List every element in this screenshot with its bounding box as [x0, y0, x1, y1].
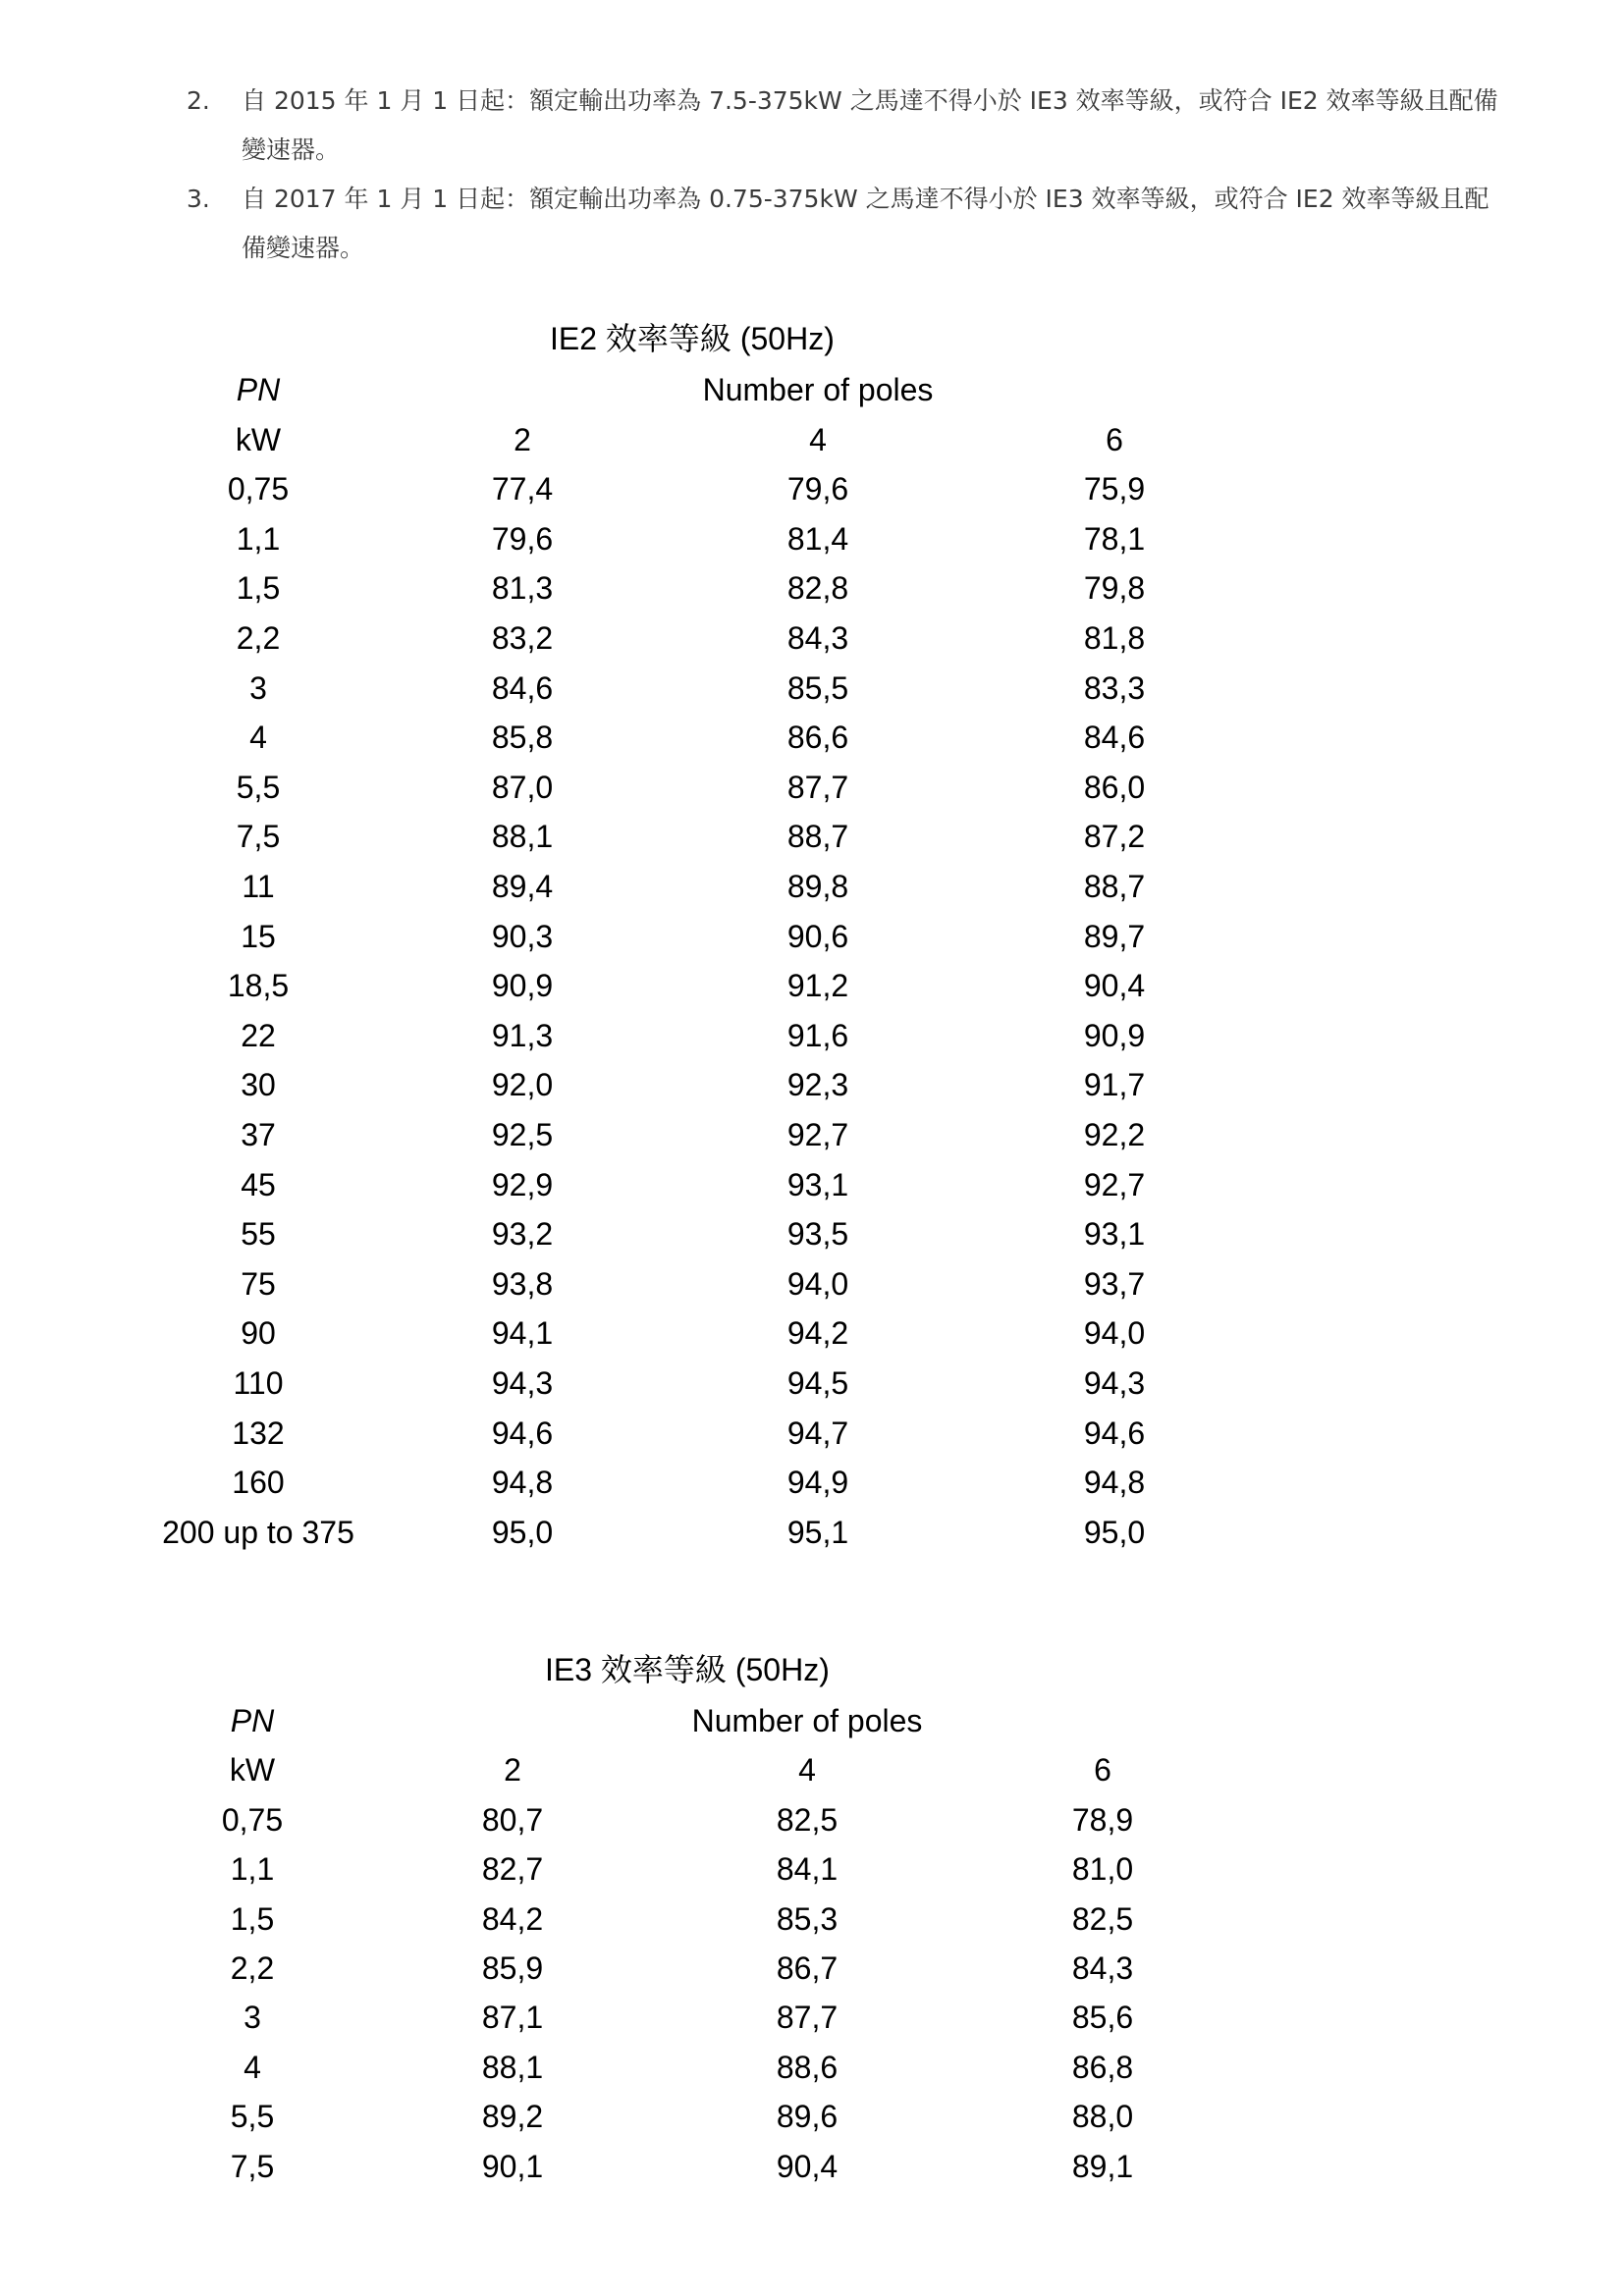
table-row: [0, 1308, 1624, 1358]
efficiency-4-pole-cell: 82,8: [786, 570, 849, 607]
note-number: 3.: [187, 185, 210, 213]
unit-label: kW: [235, 421, 282, 457]
efficiency-2-pole-cell: 85,8: [491, 720, 554, 756]
efficiency-6-pole-cell: 81,0: [1071, 1851, 1134, 1888]
efficiency-6-pole-cell: 89,7: [1083, 918, 1146, 954]
efficiency-2-pole-cell: 89,4: [491, 869, 554, 904]
power-cell: 3: [249, 669, 267, 706]
power-cell: 0,75: [227, 471, 290, 507]
efficiency-6-pole-cell: 88,0: [1071, 2099, 1134, 2135]
title-class: IE2: [550, 321, 598, 356]
power-cell: 160: [232, 1465, 285, 1501]
efficiency-6-pole-cell: 92,7: [1083, 1166, 1146, 1202]
efficiency-4-pole-cell: 85,3: [776, 1900, 839, 1937]
efficiency-2-pole-cell: 79,6: [491, 520, 554, 557]
efficiency-4-pole-cell: 87,7: [776, 2000, 839, 2036]
note-item: [187, 77, 1512, 175]
efficiency-4-pole-cell: 94,7: [786, 1415, 849, 1451]
efficiency-6-pole-cell: 86,8: [1071, 2049, 1134, 2085]
power-cell: 200 up to 375: [162, 1514, 354, 1550]
efficiency-4-pole-cell: 81,4: [786, 520, 849, 557]
efficiency-2-pole-cell: 93,2: [491, 1216, 554, 1253]
efficiency-6-pole-cell: 75,9: [1083, 471, 1146, 507]
power-cell: 90: [241, 1315, 276, 1352]
efficiency-6-pole-cell: 92,2: [1083, 1117, 1146, 1152]
table-row: [0, 1458, 1624, 1507]
efficiency-2-pole-cell: 90,3: [491, 918, 554, 954]
efficiency-2-pole-cell: 89,2: [481, 2099, 544, 2135]
note-number: 2.: [187, 86, 210, 115]
poles-label: Number of poles: [691, 1703, 923, 1738]
efficiency-6-pole-cell: 78,9: [1071, 1801, 1134, 1838]
efficiency-4-pole-cell: 88,7: [786, 819, 849, 855]
title-class: IE3: [545, 1652, 593, 1687]
efficiency-2-pole-cell: 94,6: [491, 1415, 554, 1451]
power-cell: 37: [241, 1117, 276, 1152]
note-text: 自 2017 年 1 月 1 日起：額定輸出功率為 0.75-375kW 之馬達不得小於 IE3 效率等級，或符合 IE2 效率等級且配備變速器。: [242, 185, 1489, 262]
efficiency-2-pole-cell: 93,8: [491, 1265, 554, 1302]
efficiency-6-pole-cell: 81,8: [1083, 620, 1146, 656]
efficiency-2-pole-cell: 92,9: [491, 1166, 554, 1202]
efficiency-6-pole-cell: 91,7: [1083, 1067, 1146, 1103]
pn-label: PN: [236, 372, 281, 407]
note-item: [187, 175, 1512, 273]
header-row: [0, 1696, 1624, 1745]
efficiency-6-pole-cell: 84,6: [1083, 720, 1146, 756]
efficiency-6-pole-cell: 94,0: [1083, 1315, 1146, 1352]
power-cell: 0,75: [221, 1801, 284, 1838]
power-cell: 30: [241, 1067, 276, 1103]
table-row: [0, 1011, 1624, 1060]
power-cell: 1,1: [230, 1851, 275, 1888]
efficiency-6-pole-cell: 89,1: [1071, 2148, 1134, 2184]
power-cell: 18,5: [227, 968, 290, 1004]
table-row: [0, 464, 1624, 513]
table-row: [0, 1895, 1624, 1944]
efficiency-4-pole-cell: 91,2: [786, 968, 849, 1004]
column-header-row: [0, 415, 1624, 464]
pn-label: PN: [230, 1703, 275, 1738]
power-cell: 7,5: [236, 819, 281, 855]
table-row: [0, 763, 1624, 812]
power-cell: 1,5: [230, 1900, 275, 1937]
efficiency-6-pole-cell: 94,8: [1083, 1465, 1146, 1501]
efficiency-4-pole-cell: 89,8: [786, 869, 849, 904]
efficiency-2-pole-cell: 94,8: [491, 1465, 554, 1501]
title-frequency: (50Hz): [734, 1652, 830, 1687]
unit-label: kW: [229, 1752, 276, 1789]
efficiency-2-pole-cell: 95,0: [491, 1514, 554, 1550]
efficiency-2-pole-cell: 77,4: [491, 471, 554, 507]
title-chinese: 效率等級: [600, 1651, 727, 1688]
table-row: [0, 713, 1624, 762]
table-row: [0, 862, 1624, 911]
efficiency-4-pole-cell: 94,5: [786, 1365, 849, 1401]
table-row: [0, 2092, 1624, 2141]
power-cell: 2,2: [236, 620, 281, 656]
efficiency-6-pole-cell: 87,2: [1083, 819, 1146, 855]
table-row: [0, 2043, 1624, 2092]
efficiency-6-pole-cell: 93,7: [1083, 1265, 1146, 1302]
efficiency-4-pole-cell: 95,1: [786, 1514, 849, 1550]
table-row: [0, 2142, 1624, 2191]
efficiency-6-pole-cell: 95,0: [1083, 1514, 1146, 1550]
efficiency-2-pole-cell: 90,1: [481, 2148, 544, 2184]
efficiency-6-pole-cell: 93,1: [1083, 1216, 1146, 1253]
table-row: [0, 1944, 1624, 1993]
efficiency-2-pole-cell: 90,9: [491, 968, 554, 1004]
table-row: [0, 1160, 1624, 1209]
efficiency-2-pole-cell: 84,2: [481, 1900, 544, 1937]
efficiency-4-pole-cell: 88,6: [776, 2049, 839, 2085]
power-cell: 2,2: [230, 1950, 275, 1986]
regulation-notes: [187, 77, 1512, 273]
table-row: [0, 1110, 1624, 1159]
power-cell: 1,5: [236, 570, 281, 607]
power-cell: 3: [244, 2000, 261, 2036]
efficiency-2-pole-cell: 91,3: [491, 1017, 554, 1053]
table-row: [0, 614, 1624, 663]
power-cell: 5,5: [230, 2099, 275, 2135]
pole-header-2: 2: [504, 1752, 521, 1789]
efficiency-2-pole-cell: 94,1: [491, 1315, 554, 1352]
efficiency-2-pole-cell: 94,3: [491, 1365, 554, 1401]
table-row: [0, 664, 1624, 713]
efficiency-6-pole-cell: 90,4: [1083, 968, 1146, 1004]
efficiency-4-pole-cell: 89,6: [776, 2099, 839, 2135]
efficiency-4-pole-cell: 82,5: [776, 1801, 839, 1838]
efficiency-4-pole-cell: 94,9: [786, 1465, 849, 1501]
table-title: [550, 314, 835, 359]
efficiency-4-pole-cell: 86,7: [776, 1950, 839, 1986]
pole-header-6: 6: [1106, 421, 1123, 457]
efficiency-4-pole-cell: 84,1: [776, 1851, 839, 1888]
table-row: [0, 812, 1624, 861]
power-cell: 75: [241, 1265, 276, 1302]
efficiency-4-pole-cell: 90,4: [776, 2148, 839, 2184]
efficiency-4-pole-cell: 92,3: [786, 1067, 849, 1103]
power-cell: 45: [241, 1166, 276, 1202]
power-cell: 22: [241, 1017, 276, 1053]
table-row: [0, 961, 1624, 1010]
table-row: [0, 1844, 1624, 1894]
efficiency-4-pole-cell: 94,2: [786, 1315, 849, 1352]
efficiency-2-pole-cell: 81,3: [491, 570, 554, 607]
efficiency-6-pole-cell: 90,9: [1083, 1017, 1146, 1053]
table-row: [0, 1795, 1624, 1844]
efficiency-6-pole-cell: 94,6: [1083, 1415, 1146, 1451]
efficiency-6-pole-cell: 86,0: [1083, 769, 1146, 805]
efficiency-4-pole-cell: 90,6: [786, 918, 849, 954]
efficiency-6-pole-cell: 79,8: [1083, 570, 1146, 607]
pole-header-2: 2: [514, 421, 531, 457]
efficiency-6-pole-cell: 82,5: [1071, 1900, 1134, 1937]
efficiency-2-pole-cell: 85,9: [481, 1950, 544, 1986]
efficiency-2-pole-cell: 92,0: [491, 1067, 554, 1103]
power-cell: 4: [244, 2049, 261, 2085]
power-cell: 110: [233, 1365, 284, 1401]
table-row: [0, 1209, 1624, 1258]
efficiency-2-pole-cell: 83,2: [491, 620, 554, 656]
efficiency-4-pole-cell: 85,5: [786, 669, 849, 706]
table-row: [0, 1060, 1624, 1109]
power-cell: 15: [241, 918, 276, 954]
efficiency-4-pole-cell: 93,5: [786, 1216, 849, 1253]
efficiency-6-pole-cell: 85,6: [1071, 2000, 1134, 2036]
efficiency-2-pole-cell: 82,7: [481, 1851, 544, 1888]
efficiency-4-pole-cell: 92,7: [786, 1117, 849, 1152]
table-title: [545, 1645, 830, 1690]
table-row: [0, 563, 1624, 613]
efficiency-4-pole-cell: 91,6: [786, 1017, 849, 1053]
efficiency-2-pole-cell: 92,5: [491, 1117, 554, 1152]
table-row: [0, 1508, 1624, 1557]
power-cell: 7,5: [230, 2148, 275, 2184]
power-cell: 1,1: [236, 520, 281, 557]
efficiency-6-pole-cell: 78,1: [1083, 520, 1146, 557]
table-row: [0, 514, 1624, 563]
efficiency-2-pole-cell: 88,1: [491, 819, 554, 855]
power-cell: 132: [232, 1415, 285, 1451]
efficiency-2-pole-cell: 88,1: [481, 2049, 544, 2085]
title-chinese: 效率等級: [605, 320, 731, 357]
power-cell: 55: [241, 1216, 276, 1253]
note-text: 自 2015 年 1 月 1 日起：額定輸出功率為 7.5-375kW 之馬達不得小於 IE3 效率等級，或符合 IE2 效率等級且配備變速器。: [242, 86, 1498, 164]
table-row: [0, 912, 1624, 961]
power-cell: 11: [242, 869, 275, 904]
pole-header-4: 4: [809, 421, 827, 457]
header-row: [0, 365, 1624, 414]
efficiency-6-pole-cell: 83,3: [1083, 669, 1146, 706]
efficiency-4-pole-cell: 79,6: [786, 471, 849, 507]
efficiency-4-pole-cell: 93,1: [786, 1166, 849, 1202]
pole-header-6: 6: [1094, 1752, 1111, 1789]
efficiency-6-pole-cell: 94,3: [1083, 1365, 1146, 1401]
efficiency-6-pole-cell: 88,7: [1083, 869, 1146, 904]
table-row: [0, 1993, 1624, 2042]
poles-label: Number of poles: [702, 372, 934, 407]
efficiency-4-pole-cell: 86,6: [786, 720, 849, 756]
power-cell: 4: [249, 720, 267, 756]
power-cell: 5,5: [236, 769, 281, 805]
efficiency-4-pole-cell: 84,3: [786, 620, 849, 656]
efficiency-4-pole-cell: 87,7: [786, 769, 849, 805]
efficiency-2-pole-cell: 84,6: [491, 669, 554, 706]
table-row: [0, 1259, 1624, 1308]
efficiency-2-pole-cell: 87,1: [481, 2000, 544, 2036]
efficiency-2-pole-cell: 87,0: [491, 769, 554, 805]
table-row: [0, 1359, 1624, 1408]
efficiency-4-pole-cell: 94,0: [786, 1265, 849, 1302]
title-frequency: (50Hz): [739, 321, 835, 356]
table-row: [0, 1409, 1624, 1458]
pole-header-4: 4: [798, 1752, 816, 1789]
efficiency-2-pole-cell: 80,7: [481, 1801, 544, 1838]
efficiency-6-pole-cell: 84,3: [1071, 1950, 1134, 1986]
column-header-row: [0, 1745, 1624, 1794]
